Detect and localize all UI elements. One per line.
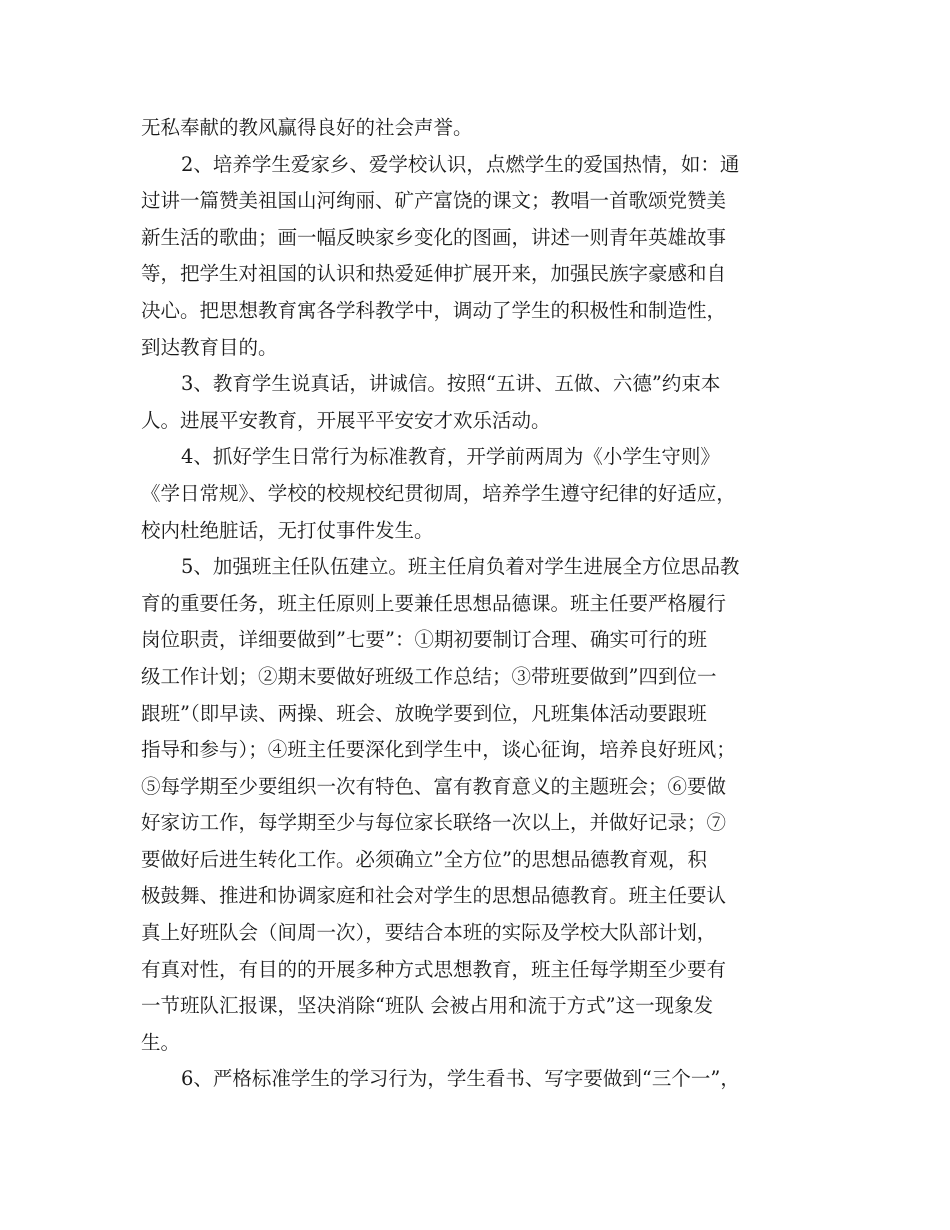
text-line: 过讲一篇赞美祖国山河绚丽、矿产富饶的课文；教唱一首歌颂党赞美 xyxy=(141,189,727,213)
text-line: 有真对性，有目的的开展多种方式思想教育，班主任每学期至少要有 xyxy=(141,957,727,981)
text-line: 要做好后进生转化工作。必须确立”全方位”的思想品德教育观，积 xyxy=(141,847,707,871)
paragraph-5-start: 5、加强班主任队伍建立。班主任肩负着对学生进展全方位思品教 xyxy=(181,555,740,579)
text-line: 育的重要任务，班主任原则上要兼任思想品德课。班主任要严格履行 xyxy=(141,591,727,615)
text-line: 好家访工作，每学期至少与每位家长联络一次以上，并做好记录；⑦ xyxy=(141,811,727,835)
text-line: 《学日常规》、学校的校规校纪贯彻周，培养学生遵守纪律的好适应， xyxy=(141,481,736,505)
paragraph-4-start: 4、抓好学生日常行为标准教育，开学前两周为《小学生守则》 xyxy=(181,445,720,469)
text-line: 级工作计划；②期末要做好班级工作总结；③带班要做到”四到位一 xyxy=(141,664,717,688)
text-line: 人。进展平安教育，开展平平安安才欢乐活动。 xyxy=(141,408,551,432)
document-body xyxy=(141,110,831,1098)
text-line: 岗位职责，详细要做到”七要”：①期初要制订合理、确实可行的班 xyxy=(141,628,707,652)
text-line: 校内杜绝脏话，无打仗事件发生。 xyxy=(141,518,434,542)
text-line: 真上好班队会（间周一次），要结合本班的实际及学校大队部计划， xyxy=(141,921,717,945)
text-line: 指导和参与）；④班主任要深化到学生中，谈心征询，培养良好班风； xyxy=(141,738,736,762)
text-line: 跟班”（即早读、两操、班会、放晚学要到位，凡班集体活动要跟班 xyxy=(141,701,707,725)
text-line: 生。 xyxy=(141,1030,181,1054)
text-line: 极鼓舞、推进和协调家庭和社会对学生的思想品德教育。班主任要认 xyxy=(141,884,727,908)
text-line: 新生活的歌曲；画一幅反映家乡变化的图画，讲述一则青年英雄故事 xyxy=(141,225,727,249)
paragraph-2-start: 2、培养学生爱家乡、爱学校认识，点燃学生的爱国热情，如：通 xyxy=(181,152,740,176)
text-line: 决心。把思想教育寓各学科教学中，调动了学生的积极性和制造性， xyxy=(141,298,727,322)
text-line: 一节班队汇报课，坚决消除“班队 会被占用和流于方式”这一现象发 xyxy=(141,994,714,1018)
text-line: 到达教育目的。 xyxy=(141,335,278,359)
text-line: ⑤每学期至少要组织一次有特色、富有教育意义的主题班会；⑥要做 xyxy=(141,774,727,798)
text-line: 无私奉献的教风赢得良好的社会声誉。 xyxy=(141,116,473,139)
paragraph-3-start: 3、教育学生说真话，讲诚信。按照“五讲、五做、六德”约束本 xyxy=(181,372,721,396)
text-line: 等，把学生对祖国的认识和热爱延伸扩展开来，加强民族字豪感和自 xyxy=(141,262,727,286)
paragraph-6-start: 6、严格标准学生的学习行为，学生看书、写字要做到“三个一”， xyxy=(181,1067,740,1091)
